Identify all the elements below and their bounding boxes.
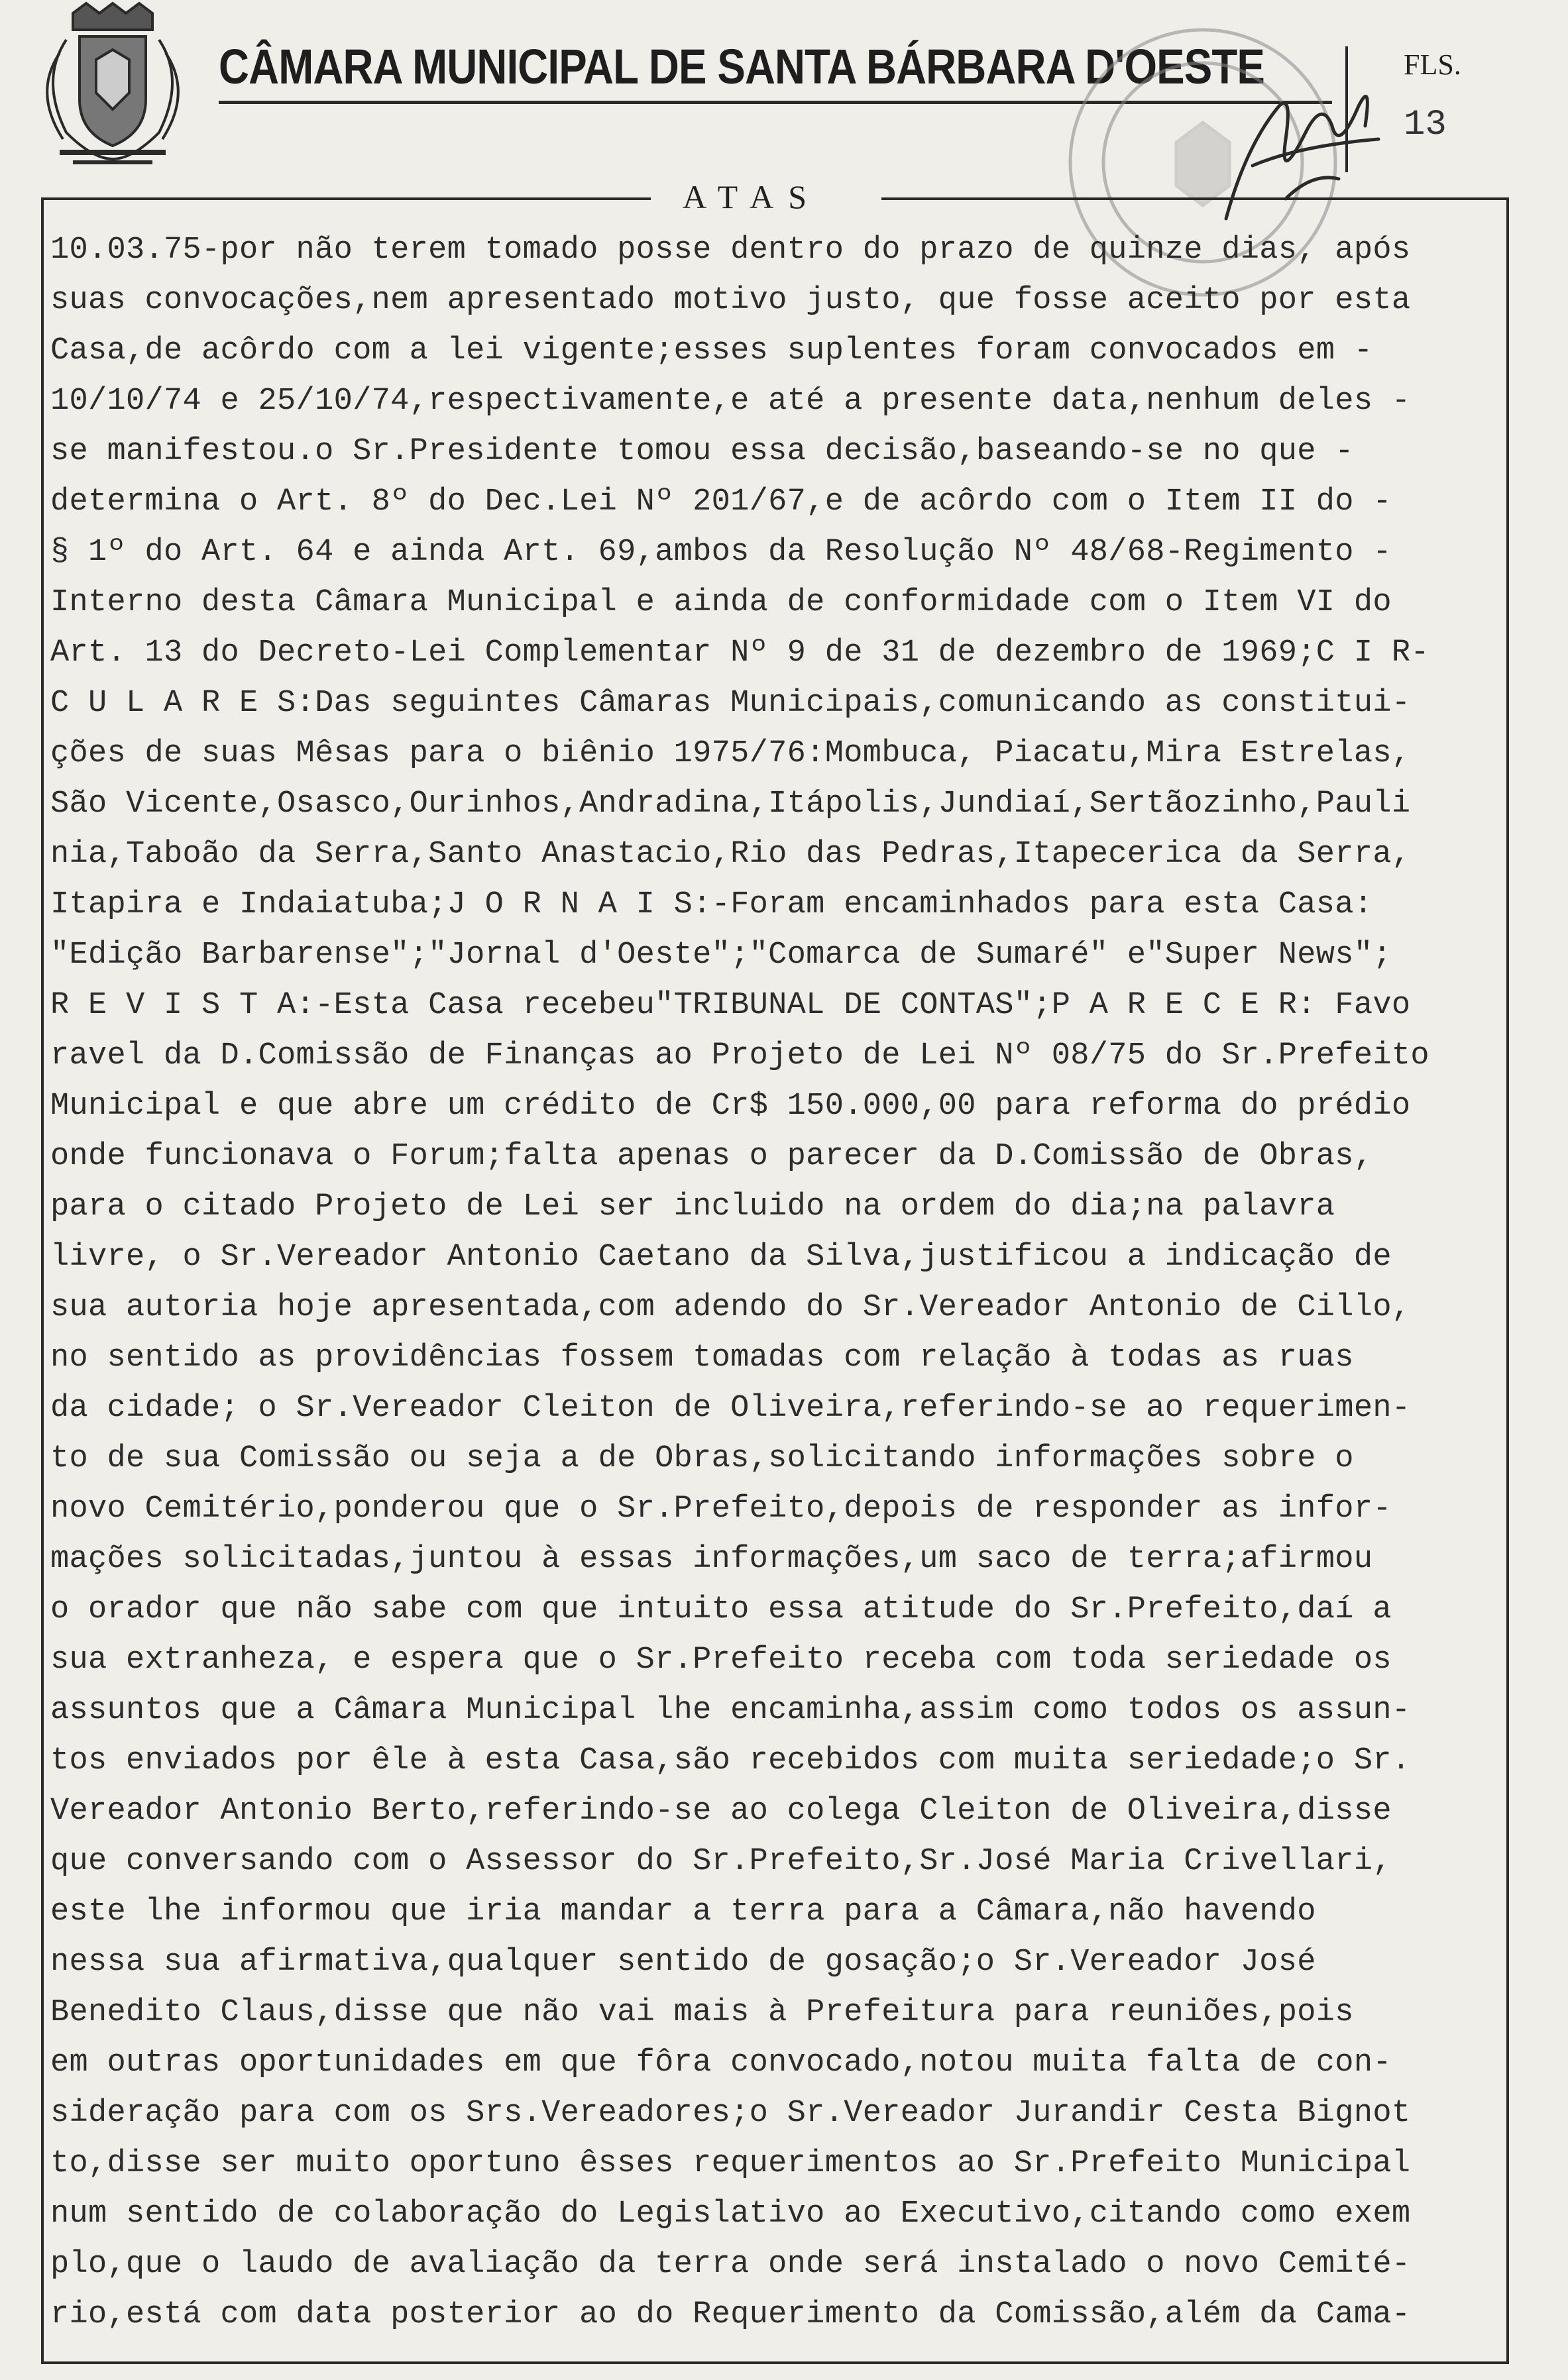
minutes-line: rio,está com data posterior ao do Requerimento da Comissão,além da Cama- [50,2297,1411,2332]
minutes-line: sua autoria hoje apresentada,com adendo do Sr.Vereador Antonio de Cillo, [50,1290,1411,1325]
minutes-line: mações solicitadas,juntou à essas informações,um saco de terra;afirmou [50,1542,1373,1577]
frame-top-left-rule [41,197,651,200]
minutes-line: num sentido de colaboração do Legislativo ao Executivo,citando como exem [50,2196,1411,2232]
minutes-line: 10.03.75-por não terem tomado posse dentro do prazo de quinze dias, após [50,233,1411,268]
minutes-line: em outras oportunidades em que fôra convocado,notou muita falta de con- [50,2045,1392,2081]
minutes-line: da cidade; o Sr.Vereador Cleiton de Oliveira,referindo-se ao requerimen- [50,1391,1411,1426]
minutes-line: sua extranheza, e espera que o Sr.Prefeito receba com toda seriedade os [50,1643,1392,1678]
minutes-line: Benedito Claus,disse que não vai mais à Prefeitura para reuniões,pois [50,1995,1354,2030]
minutes-line: no sentido as providências fossem tomadas com relação à todas as ruas [50,1340,1354,1376]
minutes-line: nia,Taboão da Serra,Santo Anastacio,Rio das Pedras,Itapecerica da Serra, [50,837,1411,872]
page-number: 13 [1404,105,1447,145]
minutes-line: Art. 13 do Decreto-Lei Complementar Nº 9 de 31 de dezembro de 1969;C I R- [50,635,1429,671]
minutes-line: determina o Art. 8º do Dec.Lei Nº 201/67,e de acôrdo com o Item II do - [50,484,1392,519]
minutes-line: se manifestou.o Sr.Presidente tomou essa decisão,baseando-se no que - [50,434,1354,469]
minutes-line: ravel da D.Comissão de Finanças ao Projeto de Lei Nº 08/75 do Sr.Prefeito [50,1038,1429,1073]
minutes-line: to,disse ser muito oportuno êsses requerimentos ao Sr.Prefeito Municipal [50,2146,1411,2181]
minutes-line: que conversando com o Assessor do Sr.Prefeito,Sr.José Maria Crivellari, [50,1844,1392,1879]
minutes-line: este lhe informou que iria mandar a terra para a Câmara,não havendo [50,1894,1316,1929]
minutes-line: assuntos que a Câmara Municipal lhe encaminha,assim como todos os assun- [50,1693,1411,1728]
frame-top-right-rule [881,197,1509,200]
minutes-line: Municipal e que abre um crédito de Cr$ 150.000,00 para reforma do prédio [50,1089,1411,1124]
minutes-line: tos enviados por êle à esta Casa,são recebidos com muita seriedade;o Sr. [50,1743,1411,1778]
minutes-line: onde funcionava o Forum;falta apenas o parecer da D.Comissão de Obras, [50,1139,1373,1174]
minutes-line: o orador que não sabe com que intuito essa atitude do Sr.Prefeito,daí a [50,1592,1392,1627]
minutes-line: ções de suas Mêsas para o biênio 1975/76:Mombuca, Piacatu,Mira Estrelas, [50,736,1411,771]
minutes-line: Vereador Antonio Berto,referindo-se ao colega Cleiton de Oliveira,disse [50,1794,1392,1829]
page-label: FLS. [1404,48,1461,81]
minutes-line: R E V I S T A:-Esta Casa recebeu"TRIBUNAL DE CONTAS";P A R E C E R: Favo [50,988,1411,1023]
minutes-line: C U L A R E S:Das seguintes Câmaras Municipais,comunicando as constitui- [50,686,1411,721]
institution-title: CÂMARA MUNICIPAL DE SANTA BÁRBARA D'OESTE [219,39,1264,94]
minutes-line: para o citado Projeto de Lei ser incluido na ordem do dia;na palavra [50,1189,1335,1224]
minutes-line: Interno desta Câmara Municipal e ainda de conformidade com o Item VI do [50,585,1392,620]
minutes-line: nessa sua afirmativa,qualquer sentido de gosação;o Sr.Vereador José [50,1945,1316,1980]
minutes-line: novo Cemitério,ponderou que o Sr.Prefeito,depois de responder as infor- [50,1491,1392,1527]
minutes-line: Itapira e Indaiatuba;J O R N A I S:-Foram encaminhados para esta Casa: [50,887,1373,922]
minutes-line: livre, o Sr.Vereador Antonio Caetano da Silva,justificou a indicação de [50,1240,1392,1275]
minutes-line: to de sua Comissão ou seja a de Obras,solicitando informações sobre o [50,1441,1354,1476]
minutes-line: 10/10/74 e 25/10/74,respectivamente,e até a presente data,nenhum deles - [50,384,1411,419]
minutes-line: sideração para com os Srs.Vereadores;o Sr.Vereador Jurandir Cesta Bignot [50,2096,1411,2131]
minutes-line: "Edição Barbarense";"Jornal d'Oeste";"Comarca de Sumaré" e"Super News"; [50,938,1392,973]
section-title: ATAS [683,178,822,215]
minutes-text [50,225,1508,2340]
minutes-line: suas convocações,nem apresentado motivo justo, que fosse aceito por esta [50,283,1411,318]
coat-of-arms-icon [33,0,192,172]
minutes-line: plo,que o laudo de avaliação da terra onde será instalado o novo Cemité- [50,2247,1411,2282]
minutes-line: § 1º do Art. 64 e ainda Art. 69,ambos da Resolução Nº 48/68-Regimento - [50,535,1392,570]
minutes-line: São Vicente,Osasco,Ourinhos,Andradina,Itápolis,Jundiaí,Sertãozinho,Pauli [50,786,1411,822]
minutes-line: Casa,de acôrdo com a lei vigente;esses suplentes foram convocados em - [50,333,1373,368]
